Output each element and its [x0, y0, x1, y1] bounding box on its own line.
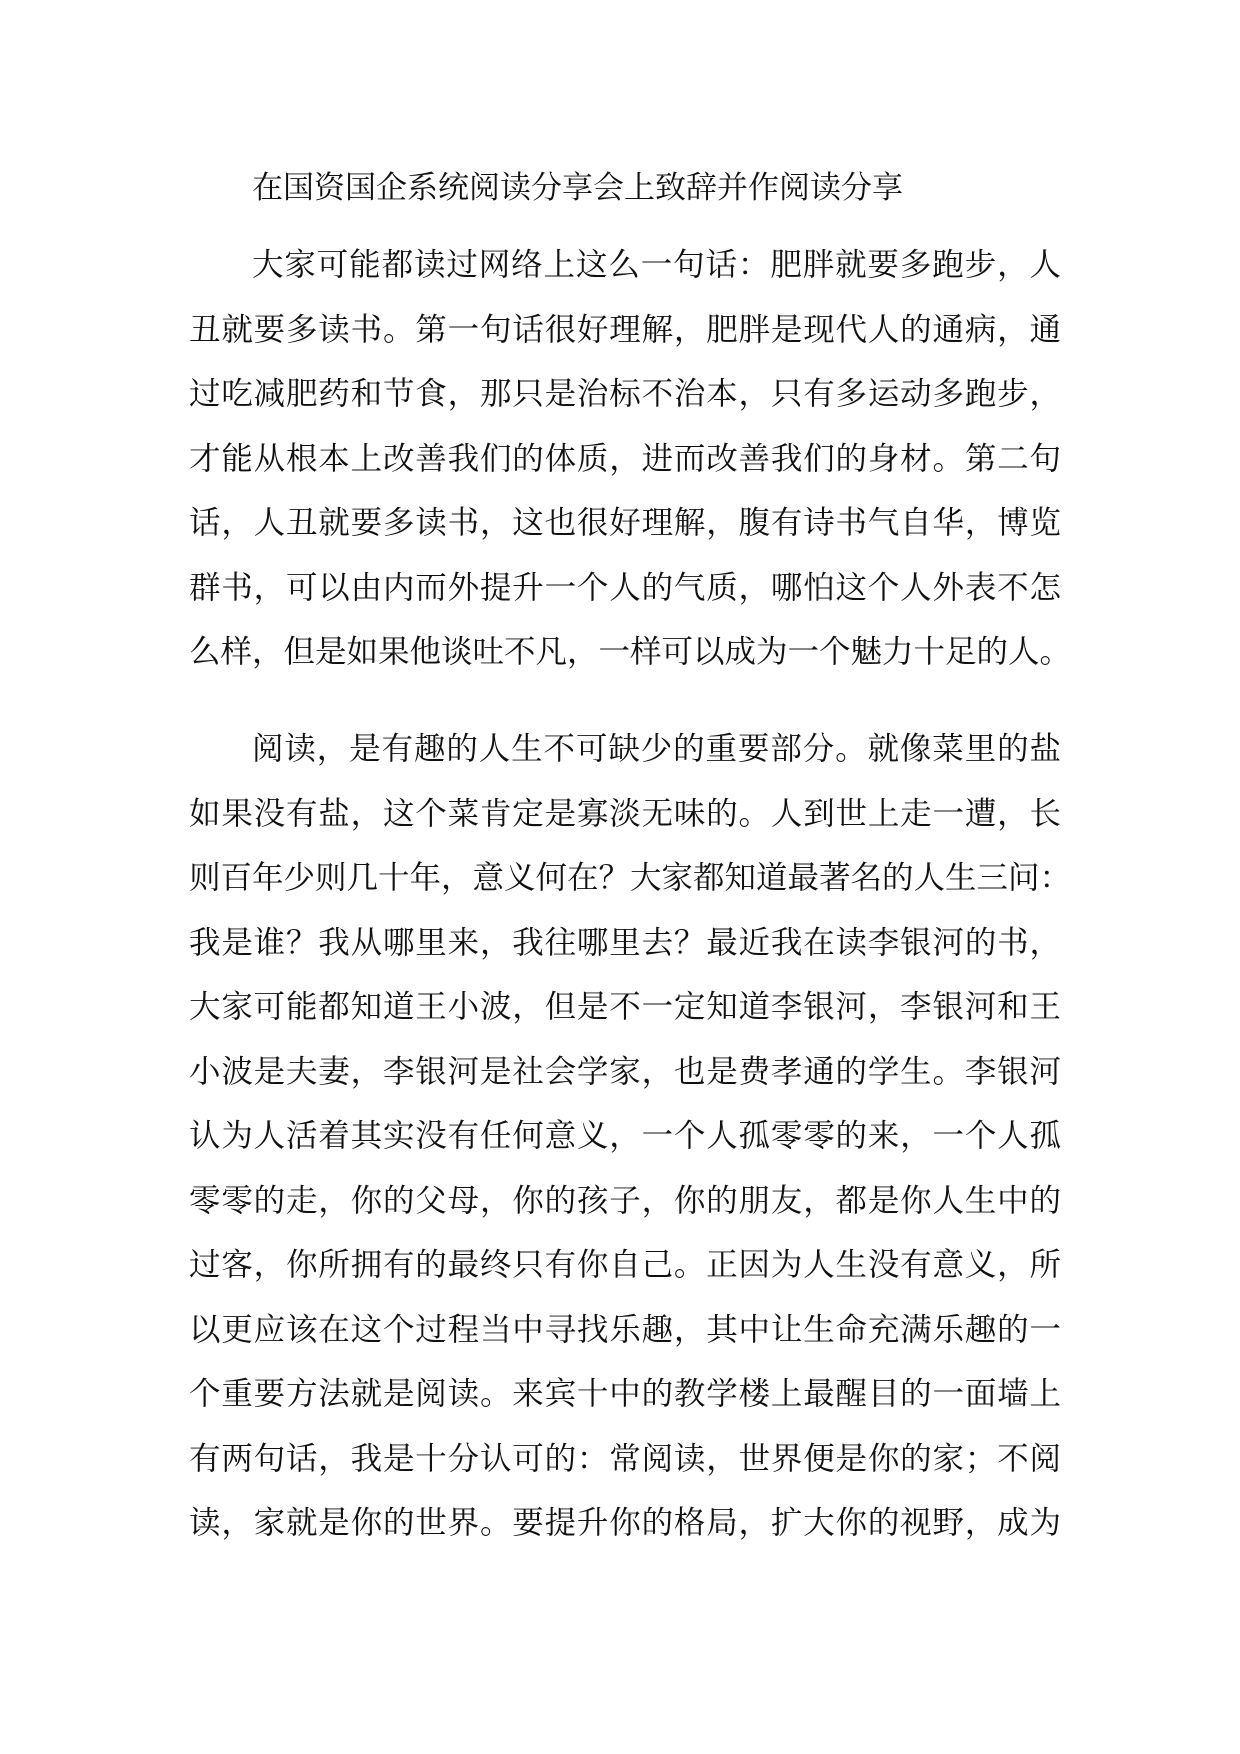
paragraph-1 — [189, 233, 1072, 685]
paragraph-2 — [189, 717, 1072, 1556]
paragraph-line: 过客，你所拥有的最终只有你自己。正因为人生没有意义，所 — [189, 1247, 1061, 1283]
paragraph-line: 丑就要多读书。第一句话很好理解，肥胖是现代人的通病，通 — [189, 311, 1061, 348]
paragraph-line: 我是谁？我从哪里来，我往哪里去？最近我在读李银河的书， — [189, 924, 1061, 961]
paragraph-line: 群书，可以由内而外提升一个人的气质，哪怕这个人外表不怎 — [189, 569, 1061, 606]
paragraph-line: 过吃减肥药和节食，那只是治标不治本，只有多运动多跑步， — [189, 376, 1061, 412]
paragraph-line: 认为人活着其实没有任何意义，一个人孤零零的来，一个人孤 — [189, 1118, 1061, 1154]
paragraph-line: 才能从根本上改善我们的体质，进而改善我们的身材。第二句 — [189, 440, 1061, 477]
paragraph-line: 零零的走，你的父母，你的孩子，你的朋友，都是你人生中的 — [189, 1182, 1061, 1219]
paragraph-line: 如果没有盐，这个菜肯定是寡淡无味的。人到世上走一遭，长 — [189, 795, 1061, 832]
paragraph-line: 则百年少则几十年，意义何在？大家都知道最著名的人生三问： — [189, 860, 1072, 896]
document-title: 在国资国企系统阅读分享会上致辞并作阅读分享 — [252, 170, 903, 206]
paragraph-line: 有两句话，我是十分认可的：常阅读，世界便是你的家；不阅 — [189, 1440, 1061, 1477]
paragraph-line: 以更应该在这个过程当中寻找乐趣，其中让生命充满乐趣的一 — [189, 1311, 1061, 1348]
paragraph-line: 个重要方法就是阅读。来宾十中的教学楼上最醒目的一面墙上 — [189, 1376, 1061, 1412]
paragraph-line: 阅读，是有趣的人生不可缺少的重要部分。就像菜里的盐 — [252, 731, 1061, 767]
paragraph-line: 大家可能都知道王小波，但是不一定知道李银河，李银河和王 — [189, 989, 1061, 1025]
paragraph-line: 读，家就是你的世界。要提升你的格局，扩大你的视野，成为 — [189, 1505, 1061, 1541]
paragraph-line: 小波是夫妻，李银河是社会学家，也是费孝通的学生。李银河 — [189, 1053, 1061, 1090]
paragraph-line: 么样，但是如果他谈吐不凡，一样可以成为一个魅力十足的人。 — [189, 634, 1072, 670]
paragraph-line: 大家可能都读过网络上这么一句话：肥胖就要多跑步，人 — [252, 247, 1061, 283]
paragraph-line: 话，人丑就要多读书，这也很好理解，腹有诗书气自华，博览 — [189, 505, 1061, 541]
